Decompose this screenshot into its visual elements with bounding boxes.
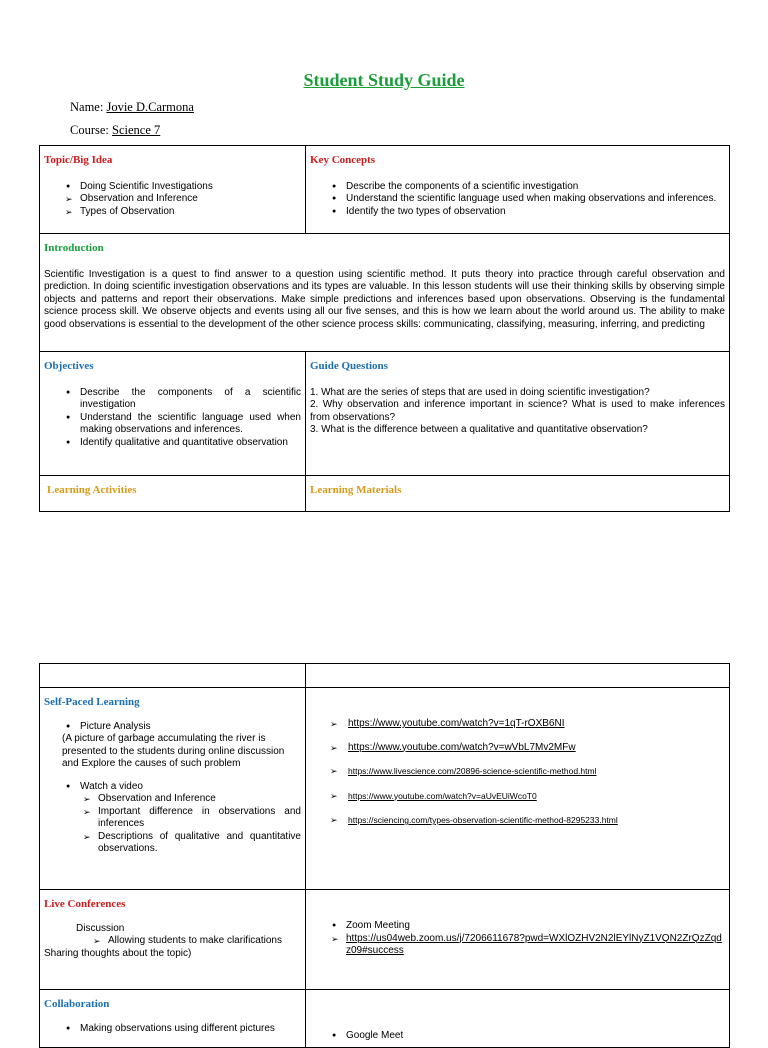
document-title: Student Study Guide [303,70,465,90]
guide-questions-cell [306,352,730,476]
topic-heading: Topic/Big Idea [44,154,113,166]
introduction-heading: Introduction [44,242,104,254]
key-concepts-cell [306,146,730,234]
key-concept-item: ● Understand the scientific language used when making observations and inferences. [328,193,725,206]
learning-activities-heading: Learning Activities [47,484,137,496]
zoom-link[interactable]: https://us04web.zoom.us/j/7206611678?pwd=WXlOZHV2N2lEYlNyZ1VQN2ZrQzZqdz09#success [346,932,722,956]
guide-question: 1. What are the series of steps that are used in doing scientific investigation? [310,386,650,398]
video-topic-item: ➢ Important difference in observations and inferences [80,806,301,831]
course-line [70,123,160,138]
name-label: Name: [70,100,104,114]
objectives-cell [40,352,306,476]
collaboration-item: ● Making observations using different pictures [62,1023,301,1036]
guide-question: 3. What is the difference between a qualitative and quantitative observation? [310,424,648,435]
objectives-heading: Objectives [44,360,94,372]
study-guide-table [39,145,730,512]
youtube-link[interactable]: https://www.youtube.com/watch?v=1qT-rOXB6NI [348,718,565,729]
google-meet-item: ● Google Meet [328,1030,725,1043]
introduction-text: Scientific Investigation is a quest to find answer to a question using scientific method. It puts theory into practice through careful observation and prediction. In doing scientific investigation observations and its types are valuable. In this lesson students will use their thinking skills by observing simple objects and patterns and report their observations. Make simple predictions and inferences based upon observations. Observing is the fundamental science process skill. We observe objects and events using all our five senses, and this is how we learn about the world around us. The ability to make good observations is essential to the development of the other science process skills: communicating, classifying, measuring, inferring, and predicting [44,268,725,330]
name-value: Jovie D.Carmona [106,100,194,114]
live-conferences-heading: Live Conferences [44,898,126,910]
youtube-link[interactable]: https://www.youtube.com/watch?v=wVbL7Mv2MFw [348,741,576,753]
watch-video-item: ● Watch a video [62,781,301,794]
learning-materials-heading: Learning Materials [310,484,402,496]
livescience-link[interactable]: https://www.livescience.com/20896-science-scientific-method.html [348,766,597,776]
name-line [70,100,194,115]
self-paced-links-cell [306,688,730,890]
course-label: Course: [70,123,109,137]
objective-item: ● Identify qualitative and quantitative observation [62,437,301,450]
collaboration-heading: Collaboration [44,998,110,1010]
sharing-text: Sharing thoughts about the topic) [44,947,192,959]
introduction-cell [40,234,730,352]
learning-table [39,663,730,1048]
picture-analysis-item: ● Picture Analysis [62,721,301,734]
learning-materials-cell [306,476,730,512]
self-paced-heading: Self-Paced Learning [44,696,140,708]
objective-item: ● Understand the scientific language used when making observations and inferences. [62,412,301,437]
collaboration-tools-cell [306,990,730,1048]
key-concept-item: ● Identify the two types of observation [328,206,725,219]
video-topic-item: ➢ Observation and Inference [80,793,301,806]
clarification-item: ➢ Allowing students to make clarifications [90,935,301,948]
youtube-link[interactable]: https://www.youtube.com/watch?v=aUvEUiWcoT0 [348,790,537,801]
guide-questions-heading: Guide Questions [310,360,388,372]
course-value: Science 7 [112,123,161,137]
collaboration-cell [40,990,306,1048]
blank-cell [306,664,730,688]
key-concept-item: ● Describe the components of a scientific investigation [328,181,725,194]
guide-question: 2. Why observation and inference important in science? What is used to make inferences from observations? [310,399,725,423]
topic-item: ➢ Observation and Inference [62,193,301,206]
video-topic-item: ➢ Descriptions of qualitative and quantitative observations. [80,831,301,856]
discussion-label: Discussion [76,922,125,934]
sciencing-link[interactable]: https://sciencing.com/types-observation-scientific-method-8295233.html [348,815,618,825]
blank-cell [40,664,306,688]
topic-item: ● Doing Scientific Investigations [62,181,301,194]
topic-item: ➢ Types of Observation [62,206,301,219]
topic-cell [40,146,306,234]
key-concepts-heading: Key Concepts [310,154,376,166]
live-conferences-tools-cell [306,890,730,990]
self-paced-cell [40,688,306,890]
objective-item: ● Describe the components of a scientific investigation [62,387,301,412]
live-conferences-cell [40,890,306,990]
zoom-item: ● Zoom Meeting [328,920,725,933]
picture-description: (A picture of garbage accumulating the river is presented to the students during online discussion and Explore the causes of such problem [62,733,285,769]
learning-activities-cell [40,476,306,512]
